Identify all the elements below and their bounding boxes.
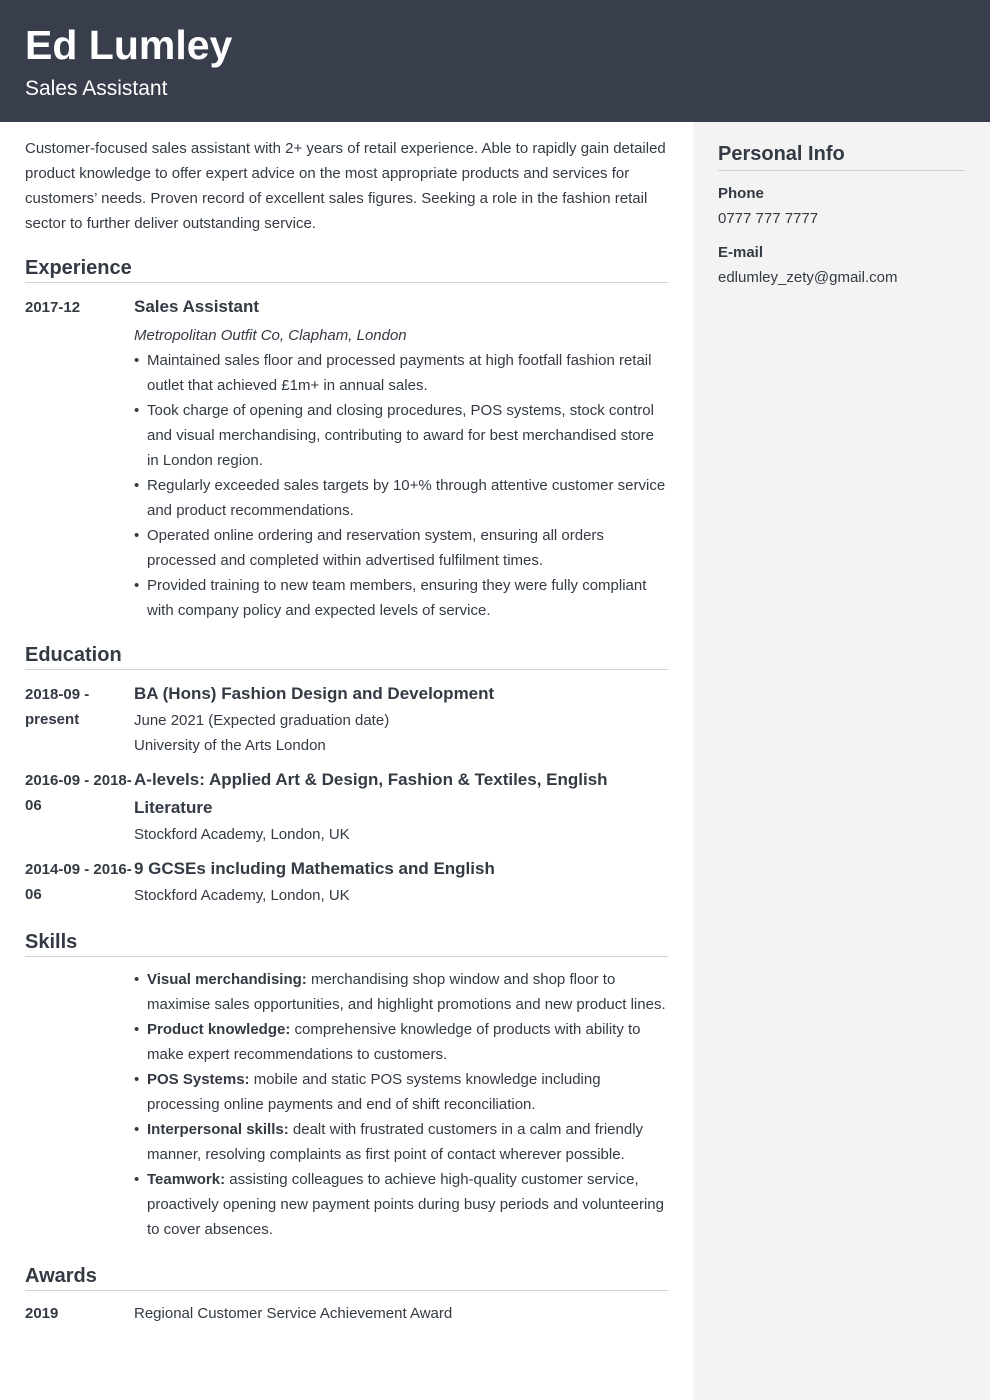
- email-value: edlumley_zety@gmail.com: [718, 269, 898, 286]
- experience-heading: Experience: [25, 256, 668, 283]
- experience-date: 2017-12: [25, 299, 81, 316]
- education-date: 2016-09 - 2018-06: [25, 772, 132, 814]
- resume-header: [0, 0, 990, 122]
- degree-title: 9 GCSEs including Mathematics and English: [134, 859, 495, 878]
- skill-description: mobile and static POS systems knowledge including processing online payments and end of shift reconciliation.: [147, 1071, 601, 1113]
- skills-heading: Skills: [25, 930, 668, 957]
- education-entry: [25, 766, 668, 847]
- education-institution: Stockford Academy, London, UK: [134, 887, 350, 904]
- education-heading: Education: [25, 643, 668, 670]
- list-item: • Operated online ordering and reservation system, ensuring all orders processed and completed within advertised fulfilment times.: [134, 523, 668, 573]
- skill-item: [134, 1117, 668, 1167]
- skill-item: [134, 1167, 668, 1242]
- list-item: • Took charge of opening and closing procedures, POS systems, stock control and visual merchandising, contributing to award for best merchandised store in London region.: [134, 398, 668, 473]
- phone-label: Phone: [718, 185, 764, 202]
- list-item: • Provided training to new team members, ensuring they were fully compliant with company policy and expected levels of service.: [134, 573, 668, 623]
- list-item: • Maintained sales floor and processed payments at high footfall fashion retail outlet that achieved £1m+ in annual sales.: [134, 348, 668, 398]
- skill-description: assisting colleagues to achieve high-quality customer service, proactively opening new payment points during busy periods and volunteering to cover absences.: [147, 1171, 664, 1238]
- education-date: 2018-09 - present: [25, 686, 90, 728]
- awards-heading: Awards: [25, 1264, 668, 1291]
- skill-name: Product knowledge:: [147, 1021, 291, 1038]
- education-detail: June 2021 (Expected graduation date): [134, 712, 390, 729]
- skill-name: Teamwork:: [147, 1171, 226, 1188]
- sidebar: [693, 122, 990, 1400]
- skill-name: POS Systems:: [147, 1071, 250, 1088]
- degree-title: A-levels: Applied Art & Design, Fashion & Textiles, English Literature: [134, 770, 608, 817]
- award-date: 2019: [25, 1305, 59, 1322]
- email-label: E-mail: [718, 244, 764, 261]
- candidate-title: Sales Assistant: [25, 77, 168, 100]
- list-item: • Regularly exceeded sales targets by 10+% through attentive customer service and product recommendations.: [134, 473, 668, 523]
- skill-item: [134, 1017, 668, 1067]
- education-institution: University of the Arts London: [134, 737, 326, 754]
- education-date: 2014-09 - 2016-06: [25, 861, 132, 903]
- skill-description: merchandising shop window and shop floor to maximise sales opportunities, and highlight promotions and new product lines.: [147, 971, 666, 1013]
- education-entry: [25, 855, 668, 908]
- skill-item: [134, 1067, 668, 1117]
- degree-title: BA (Hons) Fashion Design and Development: [134, 684, 495, 703]
- experience-bullets: [134, 348, 668, 623]
- profile-summary: Customer-focused sales assistant with 2+ years of retail experience. Able to rapidly gain detailed product knowledge to offer expert advice on the most appropriate products and services for customers’ needs. Proven record of excellent sales figures. Seeking a role in the fashion retail sector to further deliver outstanding service.: [25, 140, 666, 232]
- personal-info-heading: Personal Info: [718, 142, 965, 171]
- experience-entry: [25, 293, 668, 623]
- education-entry: [25, 680, 668, 758]
- skill-item: [134, 967, 668, 1017]
- skill-description: dealt with frustrated customers in a calm and friendly manner, resolving complaints as first point of contact wherever possible.: [147, 1121, 644, 1163]
- skill-name: Visual merchandising:: [147, 971, 307, 988]
- award-entry: [25, 1301, 668, 1326]
- skills-entry: [25, 967, 668, 1242]
- job-title: Sales Assistant: [134, 297, 260, 316]
- phone-value: 0777 777 7777: [718, 210, 819, 227]
- skills-list: [134, 967, 668, 1242]
- skill-name: Interpersonal skills:: [147, 1121, 289, 1138]
- company: Metropolitan Outfit Co, Clapham, London: [134, 327, 407, 344]
- education-institution: Stockford Academy, London, UK: [134, 826, 350, 843]
- skill-description: comprehensive knowledge of products with ability to make expert recommendations to customers.: [147, 1021, 641, 1063]
- candidate-name: Ed Lumley: [25, 22, 233, 68]
- award-name: Regional Customer Service Achievement Award: [134, 1305, 453, 1322]
- main-column: [25, 136, 668, 1326]
